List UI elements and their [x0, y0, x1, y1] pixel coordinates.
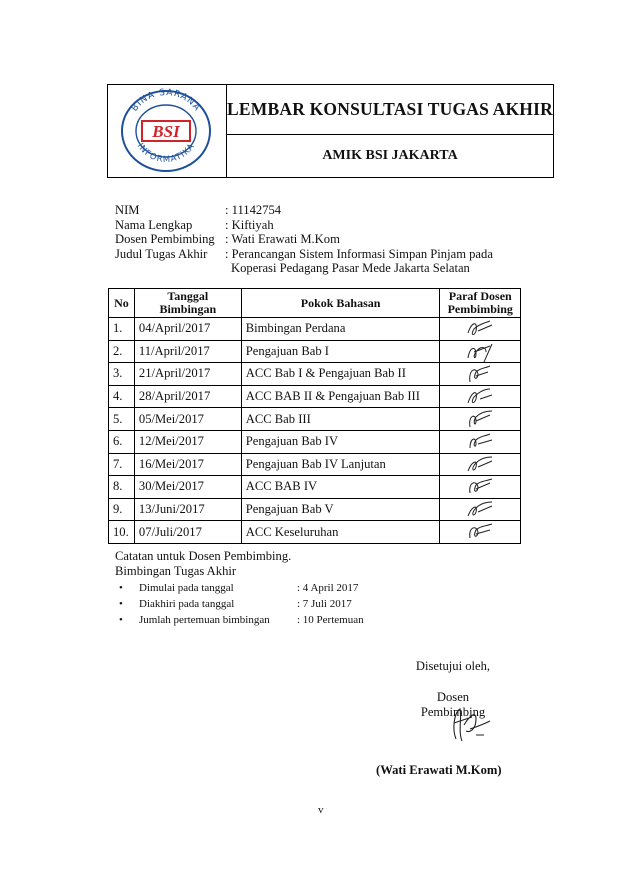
cell-topic: ACC Keseluruhan: [241, 521, 440, 544]
cell-sign: [440, 363, 521, 386]
document-title: LEMBAR KONSULTASI TUGAS AKHIR: [227, 85, 553, 135]
bullet: •: [119, 598, 123, 610]
header-no: No: [109, 289, 135, 318]
notes-line1: Catatan untuk Dosen Pembimbing.: [115, 549, 292, 563]
table-row: [109, 453, 521, 476]
student-info: [115, 203, 515, 276]
notes-list: [115, 580, 364, 628]
table-row: [109, 430, 521, 453]
cell-date: 28/April/2017: [134, 385, 241, 408]
cell-topic: Bimbingan Perdana: [241, 318, 440, 341]
initial-signature-icon: [464, 432, 496, 452]
advisor-value: : Wati Erawati M.Kom: [225, 232, 340, 246]
cell-date: 07/Juli/2017: [134, 521, 241, 544]
initial-signature-icon: [464, 387, 496, 407]
cell-sign: [440, 476, 521, 499]
initial-signature-icon: [464, 364, 496, 384]
consultation-table: [108, 288, 521, 544]
item-label: Diakhiri pada tanggal: [139, 598, 235, 610]
cell-sign: [440, 318, 521, 341]
bsi-logo-icon: [116, 87, 216, 173]
table-row: [109, 385, 521, 408]
cell-no: 3.: [109, 363, 135, 386]
signature-icon: [446, 705, 492, 747]
table-row: [109, 521, 521, 544]
header-sign: Paraf Dosen Pembimbing: [440, 289, 521, 318]
cell-sign: [440, 385, 521, 408]
cell-topic: Pengajuan Bab IV Lanjutan: [241, 453, 440, 476]
cell-topic: Pengajuan Bab I: [241, 340, 440, 363]
list-item: [115, 612, 364, 628]
table-header-row: [109, 289, 521, 318]
cell-no: 2.: [109, 340, 135, 363]
cell-sign: [440, 521, 521, 544]
initial-signature-icon: [464, 409, 496, 429]
logo-cell: [108, 85, 227, 177]
name-row: [115, 218, 515, 233]
item-value: : 7 Juli 2017: [297, 598, 352, 610]
thesis-label: Judul Tugas Akhir: [115, 246, 208, 261]
advisor-label: Dosen Pembimbing: [115, 232, 215, 246]
cell-topic: ACC Bab I & Pengajuan Bab II: [241, 363, 440, 386]
cell-topic: Pengajuan Bab IV: [241, 430, 440, 453]
notes-line2: Bimbingan Tugas Akhir: [115, 563, 237, 578]
cell-sign: [440, 340, 521, 363]
cell-no: 4.: [109, 385, 135, 408]
cell-sign: [440, 453, 521, 476]
name-label: Nama Lengkap: [115, 217, 193, 232]
page-number: v: [318, 804, 324, 816]
initial-signature-icon: [464, 500, 496, 520]
table-row: [109, 498, 521, 521]
advisor-signature-name: (Wati Erawati M.Kom): [376, 763, 502, 777]
cell-date: 12/Mei/2017: [134, 430, 241, 453]
name-value: : Kiftiyah: [225, 217, 274, 232]
header-topic: Pokok Bahasan: [241, 289, 440, 318]
bullet: •: [119, 582, 123, 594]
cell-no: 6.: [109, 430, 135, 453]
item-value: : 10 Pertemuan: [297, 614, 364, 626]
cell-date: 21/April/2017: [134, 363, 241, 386]
table-row: [109, 476, 521, 499]
table-row: [109, 408, 521, 431]
svg-text:INFORMATIKA: INFORMATIKA: [134, 141, 198, 166]
cell-date: 13/Juni/2017: [134, 498, 241, 521]
list-item: [115, 596, 364, 612]
cell-date: 30/Mei/2017: [134, 476, 241, 499]
list-item: [115, 580, 364, 596]
item-label: Jumlah pertemuan bimbingan: [139, 614, 270, 626]
advisor-row: [115, 232, 515, 247]
nim-row: [115, 203, 515, 218]
item-label: Dimulai pada tanggal: [139, 582, 234, 594]
initial-signature-icon: [464, 455, 496, 475]
cell-topic: ACC Bab III: [241, 408, 440, 431]
cell-topic: ACC BAB IV: [241, 476, 440, 499]
cell-no: 8.: [109, 476, 135, 499]
initial-signature-icon: [464, 319, 496, 339]
cell-date: 11/April/2017: [134, 340, 241, 363]
initial-signature-icon: [464, 477, 496, 497]
cell-date: 05/Mei/2017: [134, 408, 241, 431]
initial-signature-icon: [464, 342, 496, 362]
cell-sign: [440, 408, 521, 431]
cell-no: 7.: [109, 453, 135, 476]
notes: [115, 549, 364, 628]
thesis-value-line2: Koperasi Pedagang Pasar Mede Jakarta Selatan: [231, 261, 470, 275]
cell-sign: [440, 430, 521, 453]
table-row: [109, 340, 521, 363]
nim-label: NIM: [115, 203, 140, 217]
cell-topic: Pengajuan Bab V: [241, 498, 440, 521]
thesis-value: [225, 247, 515, 276]
thesis-value-line1: : Perancangan Sistem Informasi Simpan Pinjam pada: [225, 246, 493, 261]
header-date: Tanggal Bimbingan: [134, 289, 241, 318]
cell-no: 10.: [109, 521, 135, 544]
cell-date: 04/April/2017: [134, 318, 241, 341]
header-box: [107, 84, 554, 178]
approver-role: Dosen Pembimbing: [420, 690, 486, 719]
cell-date: 16/Mei/2017: [134, 453, 241, 476]
table-row: [109, 363, 521, 386]
table-row: [109, 318, 521, 341]
nim-value: : 11142754: [225, 203, 282, 217]
thesis-row: [115, 247, 515, 276]
title-cell: [227, 85, 553, 177]
cell-no: 1.: [109, 318, 135, 341]
initial-signature-icon: [464, 522, 496, 542]
approved-by: Disetujui oleh,: [415, 659, 491, 673]
cell-topic: ACC BAB II & Pengajuan Bab III: [241, 385, 440, 408]
cell-no: 9.: [109, 498, 135, 521]
item-value: : 4 April 2017: [297, 582, 359, 594]
bullet: •: [119, 614, 123, 626]
cell-no: 5.: [109, 408, 135, 431]
svg-text:BSI: BSI: [152, 122, 180, 141]
cell-sign: [440, 498, 521, 521]
institution-name: AMIK BSI JAKARTA: [322, 148, 458, 163]
svg-text:BINA SARANA: BINA SARANA: [129, 87, 203, 114]
